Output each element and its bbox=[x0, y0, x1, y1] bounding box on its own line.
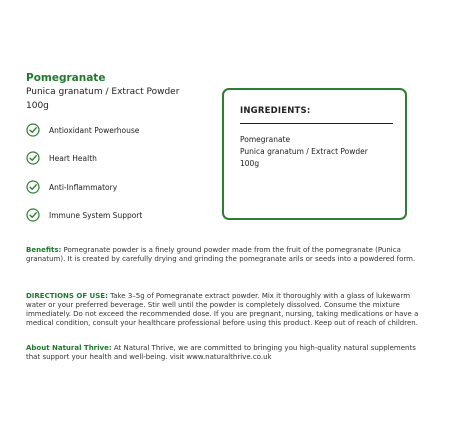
ingredients-box bbox=[222, 88, 407, 220]
ingredient-line: 100g bbox=[240, 159, 260, 168]
benefit-label: Antioxidant Powerhouse bbox=[49, 125, 140, 135]
benefit-item bbox=[26, 151, 97, 165]
about-paragraph bbox=[26, 344, 426, 362]
product-title: Pomegranate bbox=[26, 72, 106, 84]
about-lead: About Natural Thrive: bbox=[26, 344, 112, 352]
benefit-item bbox=[26, 123, 139, 137]
benefit-item bbox=[26, 208, 142, 222]
ingredients-divider bbox=[240, 123, 393, 124]
product-size: 100g bbox=[26, 101, 49, 111]
benefit-item bbox=[26, 180, 117, 194]
benefits-paragraph bbox=[26, 246, 426, 264]
benefits-lead: Benefits: bbox=[26, 246, 62, 254]
product-subtitle: Punica granatum / Extract Powder bbox=[26, 87, 180, 97]
directions-paragraph bbox=[26, 292, 426, 328]
check-circle-icon bbox=[26, 151, 40, 165]
about-body: At Natural Thrive, we are committed to bringing you high-quality natural supplements that support your health and well-being. visit www.naturalthrive.co.uk bbox=[26, 344, 416, 361]
ingredient-line: Pomegranate bbox=[240, 135, 291, 144]
directions-body: Take 3–5g of Pomegranate extract powder. Mix it thoroughly with a glass of lukewarm water or your preferred beverage. Stir well until the powder is completely dissolved. Consume the mixture immediately. Do not exceed the recommended dose. If you are pregnant, nursing, taking medications or have a medical condition, consult your healthcare professional before using this product. Keep out of reach of children. bbox=[26, 292, 419, 327]
ingredient-line: Punica granatum / Extract Powder bbox=[240, 147, 368, 156]
benefit-label: Anti-Inflammatory bbox=[49, 182, 118, 192]
benefits-body: Pomegranate powder is a finely ground powder made from the fruit of the pomegranate (Punica granatum). It is created by carefully drying and grinding the pomegranate arils or seeds into a powdered form. bbox=[26, 246, 416, 263]
check-circle-icon bbox=[26, 180, 40, 194]
check-circle-icon bbox=[26, 123, 40, 137]
benefit-label: Immune System Support bbox=[49, 210, 143, 220]
directions-lead: DIRECTIONS OF USE: bbox=[26, 292, 108, 300]
ingredients-heading: INGREDIENTS: bbox=[240, 106, 311, 116]
benefit-label: Heart Health bbox=[49, 153, 97, 163]
check-circle-icon bbox=[26, 208, 40, 222]
